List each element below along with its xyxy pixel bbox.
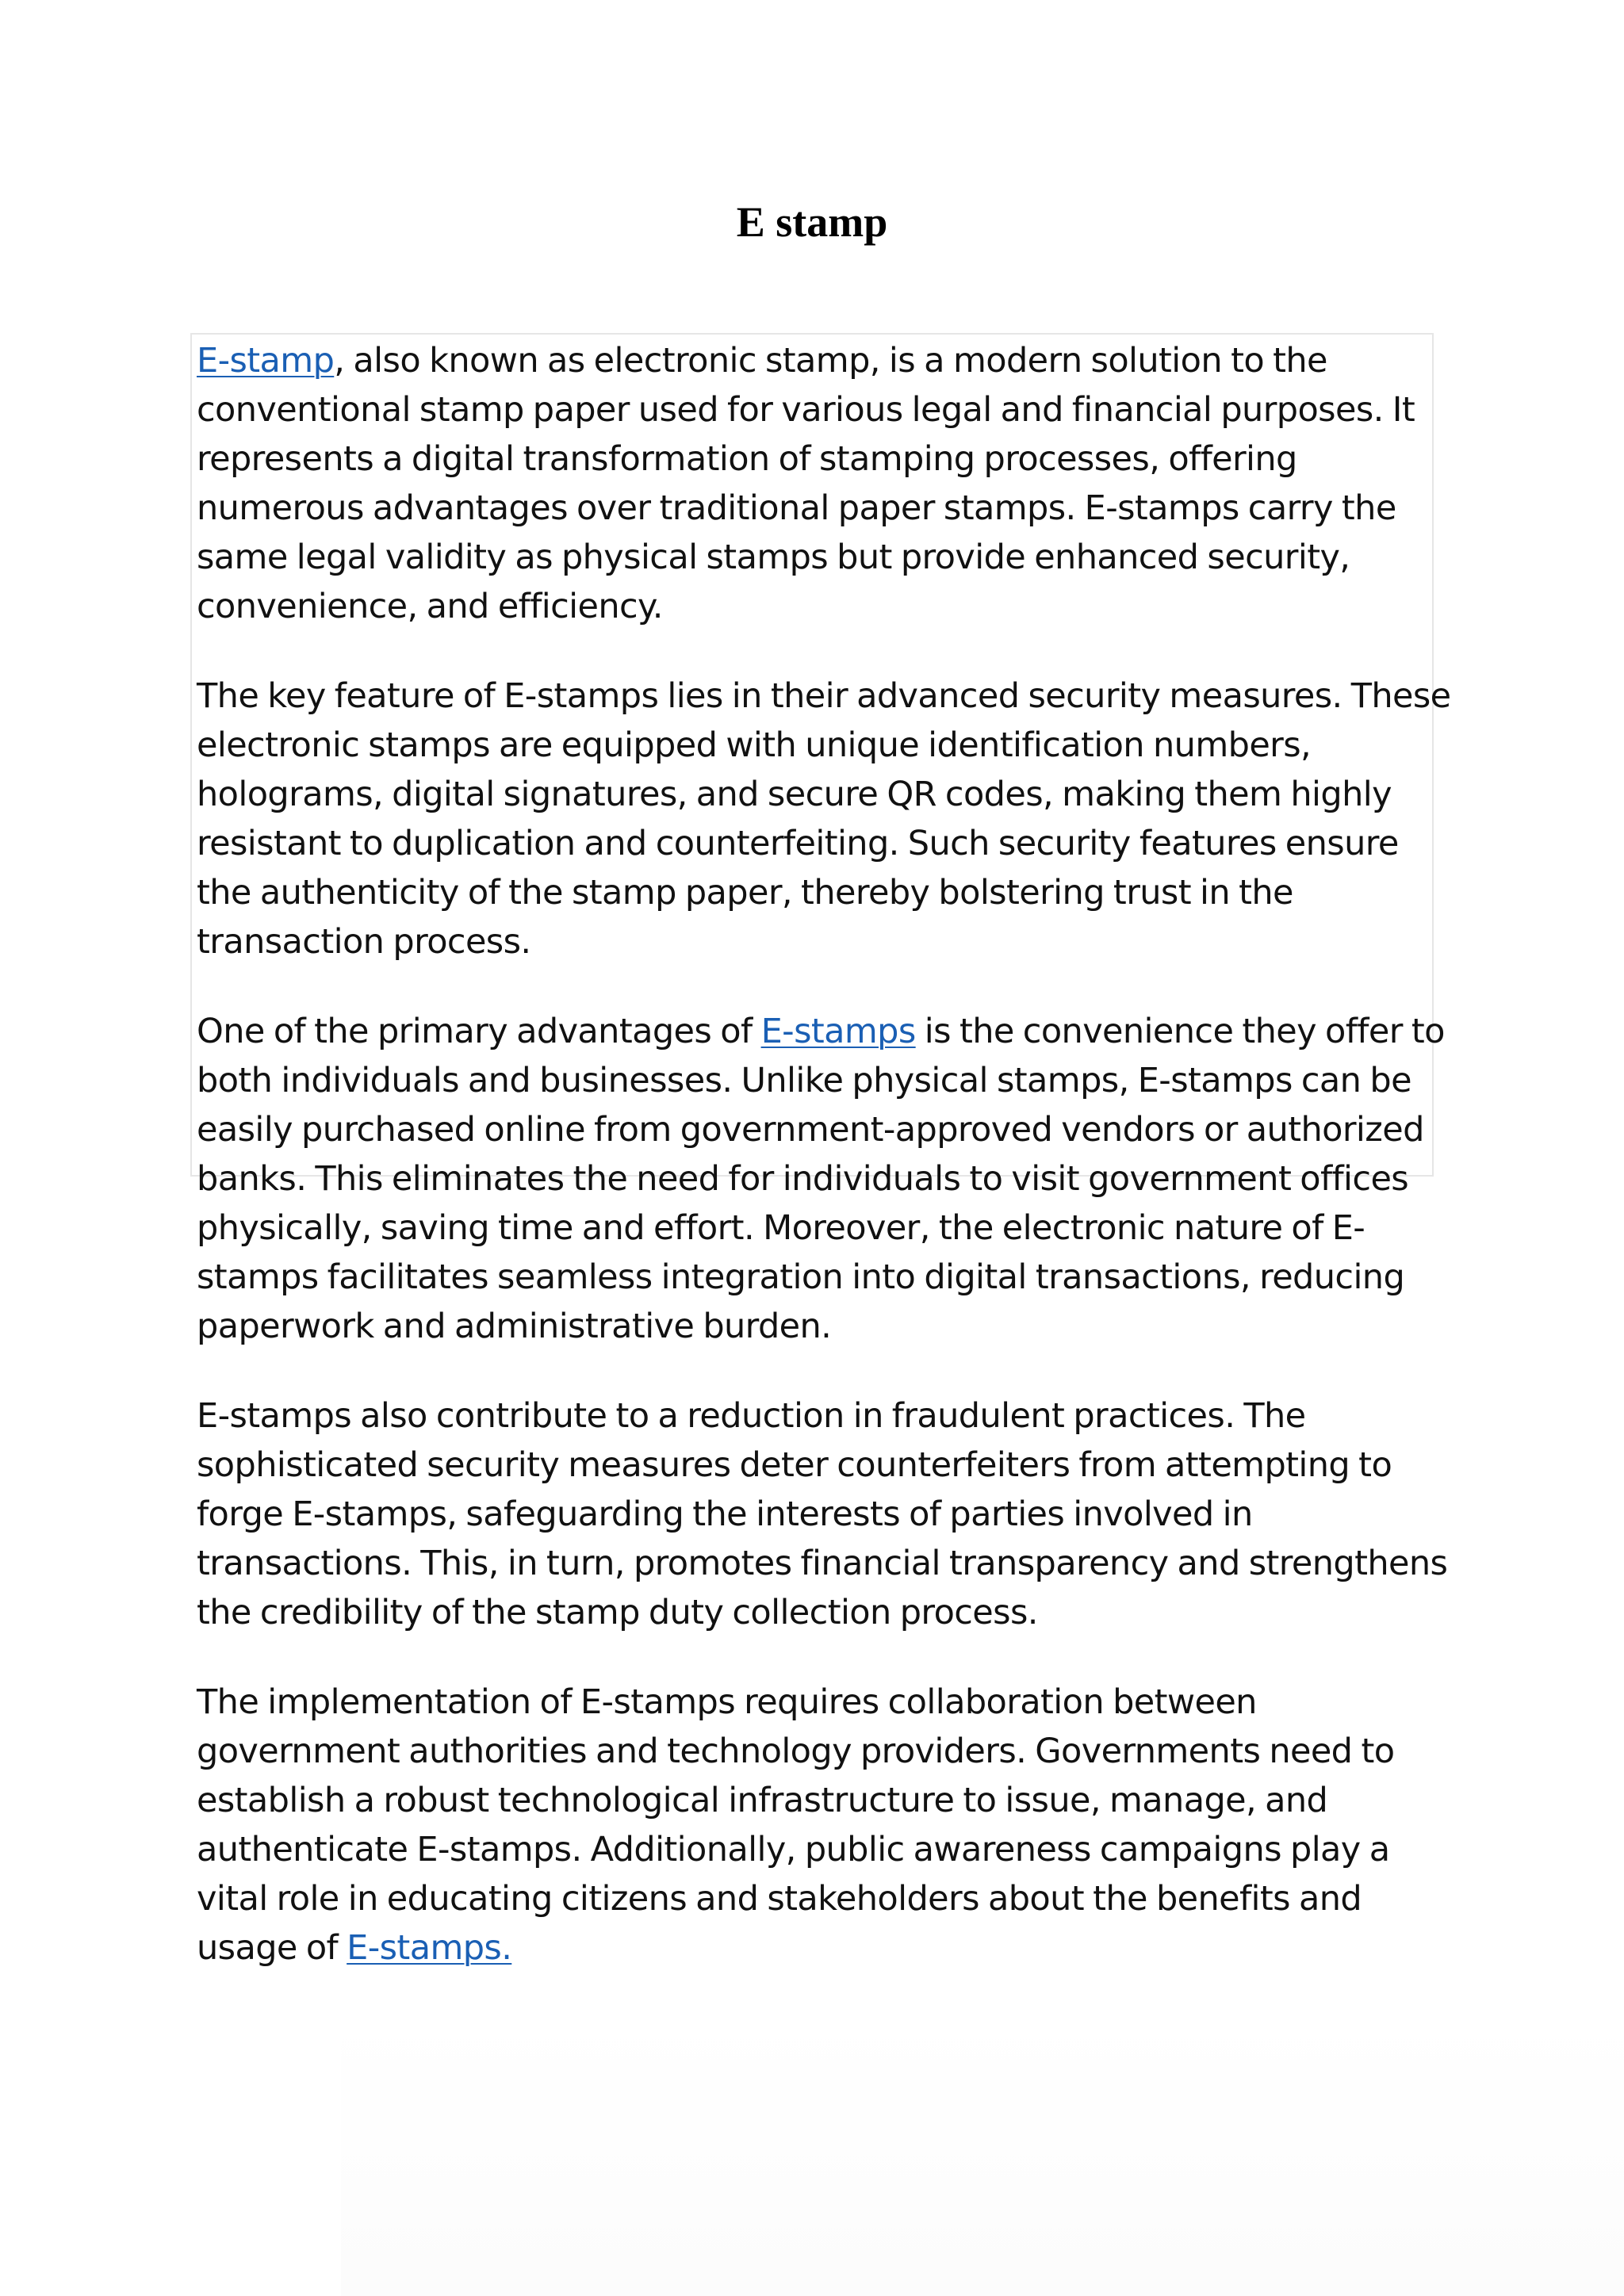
text-line bbox=[197, 1678, 1434, 1727]
line-text: The implementation of E-stamps requires collaboration between bbox=[197, 1682, 1257, 1722]
line-text: authenticate E-stamps. Additionally, public awareness campaigns play a bbox=[197, 1830, 1390, 1869]
line-text: the credibility of the stamp duty collection process. bbox=[197, 1593, 1038, 1632]
text-line bbox=[197, 1056, 1434, 1105]
paragraph-2 bbox=[197, 672, 1451, 966]
e-stamp-link[interactable]: E-stamps bbox=[760, 1012, 916, 1051]
text-line bbox=[197, 582, 1434, 631]
line-text: stamps facilitates seamless integration into digital transactions, reducing bbox=[197, 1257, 1405, 1297]
text-line bbox=[197, 819, 1434, 868]
text-line bbox=[197, 1302, 1434, 1351]
line-text: the authenticity of the stamp paper, thereby bolstering trust in the bbox=[197, 873, 1293, 913]
line-text: sophisticated security measures deter counterfeiters from attempting to bbox=[197, 1445, 1392, 1485]
line-text: physically, saving time and effort. Moreover, the electronic nature of E- bbox=[197, 1208, 1365, 1248]
page-shadow bbox=[341, 2014, 1624, 2296]
text-line bbox=[197, 1874, 1434, 1923]
e-stamp-link[interactable]: E-stamp bbox=[197, 341, 335, 381]
article-body bbox=[197, 336, 1451, 2013]
line-text: usage of bbox=[197, 1928, 347, 1968]
line-text: vital role in educating citizens and stakeholders about the benefits and bbox=[197, 1879, 1362, 1919]
paragraph-3 bbox=[197, 1007, 1445, 1351]
line-text: transactions. This, in turn, promotes financial transparency and strengthens bbox=[197, 1544, 1448, 1583]
e-stamp-link[interactable]: E-stamps. bbox=[347, 1928, 512, 1968]
line-text: transaction process. bbox=[197, 922, 531, 962]
line-text: represents a digital transformation of stamping processes, offering bbox=[197, 439, 1297, 479]
text-line bbox=[197, 1727, 1434, 1776]
line-text: One of the primary advantages of bbox=[197, 1012, 761, 1051]
line-text: The key feature of E-stamps lies in their advanced security measures. These bbox=[197, 676, 1451, 716]
line-text: E-stamps also contribute to a reduction in fraudulent practices. The bbox=[197, 1396, 1306, 1436]
text-line bbox=[197, 434, 1434, 484]
text-line bbox=[197, 770, 1434, 819]
text-line bbox=[197, 484, 1434, 533]
text-line bbox=[197, 1007, 1445, 1056]
text-line bbox=[197, 1825, 1434, 1874]
text-line bbox=[197, 672, 1451, 721]
line-text: easily purchased online from government-approved vendors or authorized bbox=[197, 1110, 1424, 1150]
text-line bbox=[197, 1105, 1434, 1154]
line-text: numerous advantages over traditional paper stamps. E-stamps carry the bbox=[197, 488, 1396, 528]
line-text: electronic stamps are equipped with unique identification numbers, bbox=[197, 725, 1312, 765]
paragraph-4 bbox=[197, 1391, 1448, 1637]
line-text: is the convenience they offer to bbox=[915, 1012, 1445, 1051]
line-text: government authorities and technology providers. Governments need to bbox=[197, 1732, 1395, 1771]
text-line bbox=[197, 1539, 1448, 1588]
text-line bbox=[197, 1776, 1434, 1825]
line-text: paperwork and administrative burden. bbox=[197, 1307, 832, 1346]
document-title: E stamp bbox=[736, 198, 888, 246]
text-line bbox=[197, 1203, 1434, 1253]
line-text: same legal validity as physical stamps but provide enhanced security, bbox=[197, 538, 1350, 577]
text-line bbox=[197, 1441, 1434, 1490]
text-line bbox=[197, 336, 1434, 385]
text-line bbox=[197, 721, 1434, 770]
line-text: both individuals and businesses. Unlike physical stamps, E-stamps can be bbox=[197, 1061, 1411, 1100]
text-line bbox=[197, 1588, 1434, 1637]
text-line bbox=[197, 533, 1434, 582]
line-text: conventional stamp paper used for various legal and financial purposes. It bbox=[197, 390, 1415, 430]
paragraph-5 bbox=[197, 1678, 1434, 1973]
line-text: , also known as electronic stamp, is a modern solution to the bbox=[334, 341, 1327, 381]
text-line bbox=[197, 917, 1434, 966]
line-text: holograms, digital signatures, and secure QR codes, making them highly bbox=[197, 775, 1392, 814]
text-line bbox=[197, 1391, 1434, 1441]
line-text: resistant to duplication and counterfeiting. Such security features ensure bbox=[197, 824, 1399, 863]
line-text: establish a robust technological infrastructure to issue, manage, and bbox=[197, 1781, 1328, 1820]
text-line bbox=[197, 1253, 1434, 1302]
text-line bbox=[197, 385, 1434, 434]
text-line bbox=[197, 1923, 1434, 1973]
text-line bbox=[197, 1490, 1434, 1539]
text-line bbox=[197, 1154, 1434, 1203]
line-text: forge E-stamps, safeguarding the interests of parties involved in bbox=[197, 1494, 1253, 1534]
text-line bbox=[197, 868, 1434, 917]
line-text: convenience, and efficiency. bbox=[197, 587, 663, 626]
paragraph-1 bbox=[197, 336, 1434, 631]
line-text: banks. This eliminates the need for individuals to visit government offices bbox=[197, 1159, 1409, 1199]
